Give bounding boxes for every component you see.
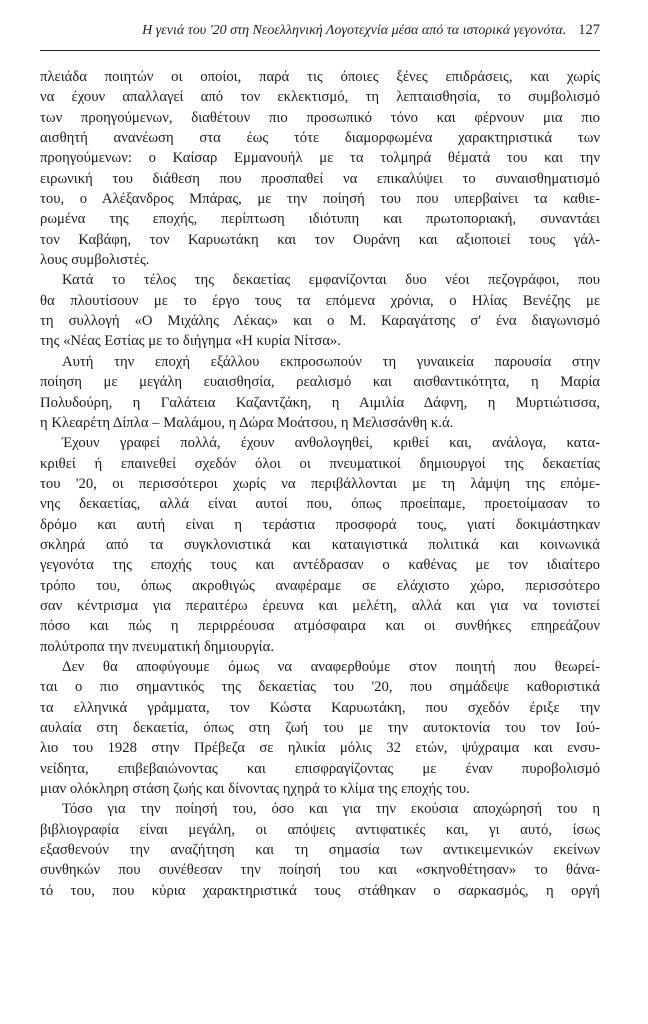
text-line: αισθητή ανανέωση στα έως τότε διαμορφωμένα χαρακτηριστικά των <box>40 130 600 147</box>
text-line: των προηγούμενων, διαθέτουν πιο προσωπικό τόνο και φέρνουν μια πιο <box>40 109 600 126</box>
text-line: Αυτή την εποχή εξάλλου εκπροσωπούν τη γυναικεία παρουσία στην <box>62 353 600 370</box>
text-line: σαν κέντρισμα για περαιτέρω έρευνα και μελέτη, αλλά και για να τονιστεί <box>40 597 600 614</box>
body-text <box>40 67 600 901</box>
text-line: ται ο πιο σημαντικός της δεκαετίας του '20, που σημάδεψε καθοριστικά <box>40 679 600 696</box>
text-line: πόσο και πώς η περιρρέουσα ατμόσφαιρα και οι συνθήκες επηρεάζουν <box>40 618 600 635</box>
text-line: λιο του 1928 στην Πρέβεζα σε ηλικία μόλις 32 ετών, ψύχραιμα και ενσυ- <box>40 740 600 757</box>
text-line: τρόπο του, όπως ακροθιγώς αναφέραμε σε ελάχιστο χώρο, περισσότερο <box>40 577 600 594</box>
text-line: Τόσο για την ποίησή του, όσο και για την εκούσια αποχώρησή του η <box>62 801 600 818</box>
text-line: ποίηση με μεγάλη ευαισθησία, ρεαλισμό και αισθαντικότητα, η Μαρία <box>40 374 600 391</box>
text-line: η Κλεαρέτη Δίπλα – Μαλάμου, η Δώρα Μοάτσου, η Μελισσάνθη κ.ά. <box>40 414 454 431</box>
text-line: δρόμο και αυτή είναι η τεράστια προσφορά τους, γιατί δοκιμάστηκαν <box>40 516 600 533</box>
text-line: θα πλουτίσουν με το έργο τους τα επόμενα χρόνια, ο Ηλίας Βενέζης με <box>40 292 600 309</box>
text-line: της «Νέας Εστίας με το διήγημα «Η κυρία Νίτσα». <box>40 333 341 350</box>
text-line: τα ελληνικά γράμματα, τον Κώστα Καρυωτάκη, που σχεδόν έριξε την <box>40 699 600 716</box>
text-line: πλειάδα ποιητών οι οποίοι, παρά τις όποιες ξένες επιδράσεις, και χωρίς <box>40 69 600 85</box>
header-rule <box>40 50 600 51</box>
text-line: του, ο Αλέξανδρος Μπάρας, με την ποίησή του που υπερβαίνει τα καθιε- <box>40 191 600 208</box>
running-head <box>40 22 600 44</box>
text-line: σκληρά από τα συγκλονιστικά και καταιγιστικά πολιτικά και κοινωνικά <box>40 536 600 553</box>
text-line: συνθηκών που συνέθεσαν την ποίησή του και «σκηνοθέτησαν» το θάνα- <box>40 862 600 879</box>
text-line: νης δεκαετίας, αλλά είναι αυτοί που, όπως προείπαμε, προετοίμασαν το <box>40 496 600 513</box>
text-line: ειρωνική του διάθεση που προσπαθεί να επικαλύψει το συναισθηματισμό <box>40 170 600 187</box>
text-line: του '20, οι περισσότεροι χωρίς να περιβάλλονται με τη λάμψη της επόμε- <box>40 475 600 492</box>
text-line: προηγούμενων: ο Καίσαρ Εμμανουήλ με τα τολμηρά θέματά του και την <box>40 150 600 167</box>
text-line: μιαν ολόκληρη στάση ζωής και δίνοντας ηχηρά το κλίμα της εποχής του. <box>40 781 470 798</box>
text-line: ρωμένα της εποχής, περίπτωση ιδιότυπη και πρωτοποριακή, συναντάει <box>40 211 600 228</box>
text-line: Έχουν γραφεί πολλά, έχουν ανθολογηθεί, κριθεί και, ανάλογα, κατα- <box>62 435 600 452</box>
page-number: 127 <box>578 22 600 38</box>
text-line: πολύτροπα την πνευματική δημιουργία. <box>40 638 274 655</box>
text-line: βιβλιογραφία είναι μεγάλη, οι απόψεις αντιφατικές και, γι αυτό, ίσως <box>40 821 600 838</box>
text-line: τον Καβάφη, τον Καρυωτάκη και τον Ουράνη και αξιοποιεί τους γάλ- <box>40 231 600 248</box>
text-line: εξασθενούν την αναζήτηση και τη σημασία των αντικειμενικών εκείνων <box>40 842 600 859</box>
text-line: Πολυδούρη, η Γαλάτεια Καζαντζάκη, η Αιμιλία Δάφνη, η Μυρτιώτισσα, <box>40 394 600 411</box>
text-line: να έχουν απαλλαγεί από τον εκλεκτισμό, τη λεπταισθησία, το συμβολισμό <box>40 89 600 106</box>
running-title: Η γενιά του '20 στη Νεοελληνική Λογοτεχνία μέσα από τα ιστορικά γεγονότα. <box>142 23 567 38</box>
text-line: τό του, που κύρια χαρακτηριστικά τους στάθηκαν ο σαρκασμός, η οργή <box>40 882 600 899</box>
text-line: Δεν θα αποφύγουμε όμως να αναφερθούμε στον ποιητή που θεωρεί- <box>62 658 600 675</box>
text-line: λους συμβολιστές. <box>40 252 150 269</box>
text-line: νείδητα, επιβεβαιώνοντας και επισφραγίζοντας με έναν πυροβολισμό <box>40 760 600 777</box>
text-line: τη συλλογή «Ο Μιχάλης Λέκας» και ο Μ. Καραγάτσης σ' ένα διαγωνισμό <box>40 313 600 330</box>
text-line: αυλαία στη δεκαετία, όπως στη ζωή του με την αυτοκτονία του τον Ιού- <box>40 720 600 736</box>
text-line: κριθεί ή επαινεθεί σχεδόν όλοι οι πνευματικοί δημιουργοί της δεκαετίας <box>40 455 600 472</box>
text-line: γεγονότα της εποχής τους και αντέδρασαν ο καθένας με τον ιδιαίτερο <box>40 557 600 574</box>
text-line: Κατά το τέλος της δεκαετίας εμφανίζονται δυο νέοι πεζογράφοι, που <box>62 272 600 289</box>
